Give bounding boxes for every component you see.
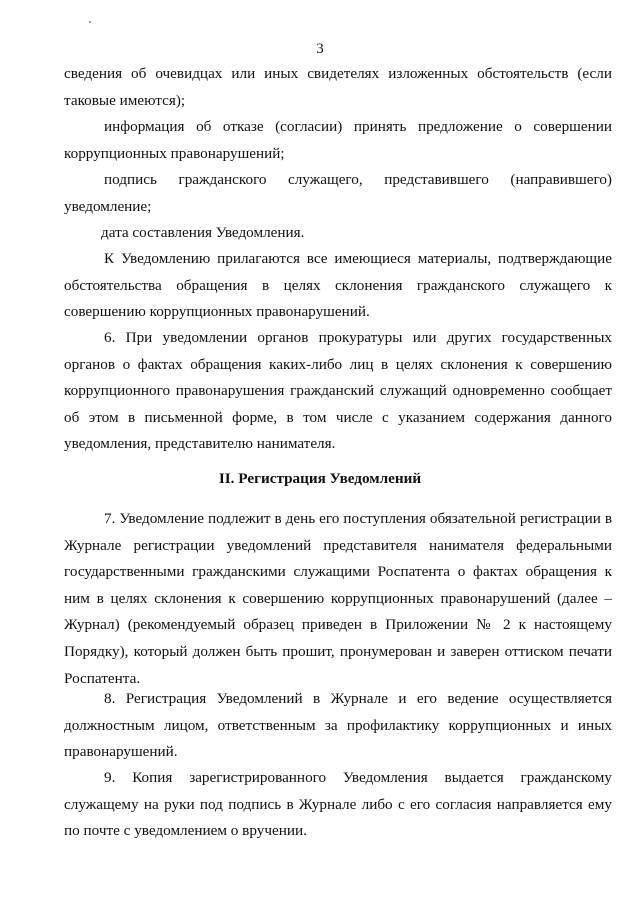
scan-speck — [89, 21, 91, 23]
paragraph-signature: подпись гражданского служащего, представившего (направившего) уведомление; — [64, 171, 612, 215]
section-heading: II. Регистрация Уведомлений — [218, 470, 422, 487]
paragraph-witnesses: сведения об очевидцах или иных свидетелях изложенных обстоятельств (если таковые имеются); — [64, 65, 612, 109]
paragraph-item-6: 6. При уведомлении органов прокуратуры или других государственных органов о фактах обращения каких-либо лиц в целях склонения к совершению коррупционного правонарушения гражданский служащий одновременно сообщает об этом в письменной форме, в том числе с указанием содержания данного уведомления, представителю нанимателя. — [64, 329, 612, 453]
paragraph-item-7: 7. Уведомление подлежит в день его поступления обязательной регистрации в Журнале регистрации уведомлений представителя нанимателя федеральными государственными гражданскими служащими Роспатента о фактах обращения к ним в целях склонения к совершению коррупционных правонарушений (далее – Журнал) (рекомендуемый образец приведен в Приложении № 2 к настоящему Порядку), который должен быть прошит, пронумерован и заверен оттиском печати Роспатента. — [64, 510, 612, 687]
paragraph-item-9: 9. Копия зарегистрированного Уведомления выдается гражданскому служащему на руки под подпись в Журнале либо с его согласия направляется ему по почте с уведомлением о вручении. — [64, 769, 612, 840]
paragraph-attachments: К Уведомлению прилагаются все имеющиеся материалы, подтверждающие обстоятельства обращения в целях склонения гражданского служащего к совершению коррупционных правонарушений. — [64, 250, 612, 321]
page-number: 3 — [316, 41, 324, 57]
paragraph-item-8: 8. Регистрация Уведомлений в Журнале и его ведение осуществляется должностным лицом, ответственным за профилактику коррупционных и иных правонарушений. — [64, 690, 612, 761]
paragraph-refusal-info: информация об отказе (согласии) принять предложение о совершении коррупционных правонарушений; — [64, 118, 612, 162]
paragraph-date: дата составления Уведомления. — [101, 224, 305, 241]
